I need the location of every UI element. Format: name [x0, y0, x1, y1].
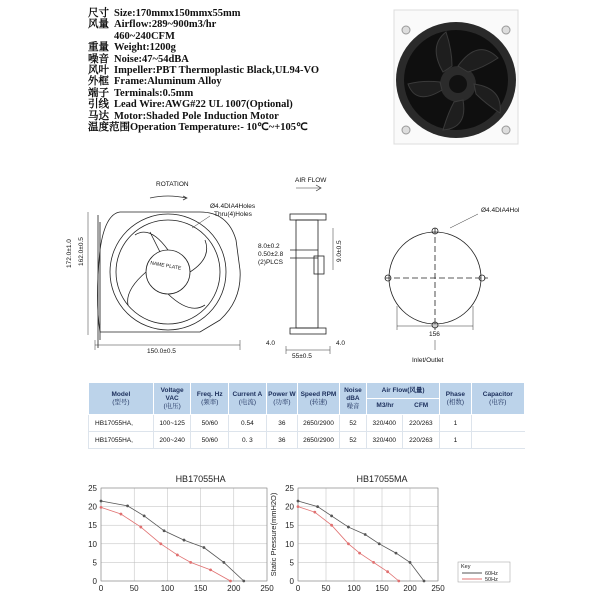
data-point: [372, 561, 375, 564]
chart-title: HB17055HA: [175, 474, 226, 484]
legend-item-label: 60Hz: [485, 571, 498, 577]
legend-title: Key: [461, 564, 471, 570]
spec-cn-label: 噪音: [88, 53, 109, 65]
data-point: [176, 554, 179, 557]
x-tick-label: 200: [227, 584, 241, 593]
data-point: [397, 580, 400, 583]
table-cell: 36: [266, 432, 297, 449]
data-point: [423, 580, 426, 583]
spec-text: Size:170mmx150mmx55mm: [114, 8, 241, 19]
dim-050-label: 0.50±2.8: [258, 251, 284, 258]
y-tick-label: 0: [92, 577, 97, 586]
data-point: [163, 529, 166, 532]
spec-cn-label: 端子: [88, 87, 109, 99]
holes-front-label-2: Thru(4)Holes: [214, 211, 252, 218]
spec-cn-label: 温度范围: [88, 122, 130, 134]
y-tick-label: 20: [285, 502, 294, 512]
table-cell: 1: [440, 415, 471, 432]
data-point: [316, 505, 319, 508]
spec-cn-label: 风叶: [88, 65, 109, 77]
table-body: [89, 415, 525, 449]
data-point: [100, 506, 103, 509]
data-point: [347, 526, 350, 529]
table-header-cell: Model (型号): [89, 383, 154, 415]
data-point: [358, 552, 361, 555]
table-cell: HB17055HA,: [89, 432, 154, 449]
data-point: [100, 500, 103, 503]
holes-front-label: Ø4.4DIA4Holes: [210, 203, 256, 210]
x-tick-label: 100: [347, 584, 361, 593]
dim-8-label: 8.0±0.2: [258, 243, 280, 250]
spec-text: Operation Temperature:- 10℃~+105℃: [130, 122, 308, 134]
holes-back-label: Ø4.4DIA4Hol: [481, 207, 520, 214]
data-point: [222, 561, 225, 564]
y-tick-label: 20: [88, 502, 97, 512]
x-tick-label: 0: [295, 584, 301, 593]
spec-continuation: 460~240CFM: [114, 30, 175, 42]
table-header-cell: Voltage VAC (电压): [153, 383, 191, 415]
inlet-outlet-label: Inlet/Outlet: [412, 357, 444, 364]
data-point: [313, 511, 316, 514]
series-line-60hz: [101, 501, 244, 581]
table-header-cell: Phase (相数): [440, 383, 471, 415]
table-cell: 0. 3: [229, 432, 267, 449]
y-tick-label: 15: [285, 521, 294, 531]
table-header-cell: Freq. Hz (频率): [191, 383, 229, 415]
performance-charts: [0, 465, 600, 600]
table-cell: 2650/2900: [298, 432, 340, 449]
data-point: [330, 524, 333, 527]
name-plate-label: NAME PLATE: [149, 260, 182, 272]
spec-text: Noise:47~54dBA: [114, 53, 189, 65]
table-cell: 220/263: [402, 432, 440, 449]
spec-text: Motor:Shaded Pole Induction Motor: [114, 110, 279, 122]
data-point: [139, 526, 142, 529]
table-cell: 36: [266, 415, 297, 432]
dim-172-label: 172.0±1.0: [66, 239, 73, 268]
data-point: [242, 580, 245, 583]
dim-9-label: 9.0±0.5: [336, 240, 343, 262]
dim-plcs-label: (2)PLCS: [258, 259, 283, 266]
table-cell: 320/400: [367, 432, 403, 449]
table-cell: [471, 415, 524, 432]
plot-frame: [298, 488, 438, 581]
dim-162-label: 162.0±0.5: [78, 237, 85, 266]
data-point: [189, 561, 192, 564]
x-tick-label: 200: [403, 584, 417, 593]
spec-cn-label: 马达: [88, 110, 109, 122]
data-point: [395, 552, 398, 555]
y-axis-label: Static Pressure(mmH2O): [269, 492, 278, 577]
dim-156-label: 156: [429, 331, 440, 338]
table-cell: 52: [339, 432, 366, 449]
dim-150-label: 150.0±0.5: [147, 348, 176, 355]
series-line-60hz: [298, 501, 424, 581]
legend-item-label: 50Hz: [485, 577, 498, 583]
table-header-cell: Capacitor (电容): [471, 383, 524, 415]
data-point: [347, 542, 350, 545]
table-cell: HB17055HA,: [89, 415, 154, 432]
table-cell: 50/60: [191, 415, 229, 432]
data-point: [297, 505, 300, 508]
spec-text: Lead Wire:AWG#22 UL 1007(Optional): [114, 99, 293, 111]
table-header-cell: Power W (功率): [266, 383, 297, 415]
x-tick-label: 150: [375, 584, 389, 593]
table-cell: [471, 432, 524, 449]
x-tick-label: 100: [160, 584, 175, 593]
spec-text: Frame:Aluminum Alloy: [114, 76, 222, 88]
spec-cn-label: 重量: [88, 42, 109, 54]
dim-4b-label: 4.0: [336, 340, 346, 347]
table-cell: 220/263: [402, 415, 440, 432]
data-point: [297, 500, 300, 503]
y-tick-label: 5: [289, 558, 294, 568]
y-tick-label: 15: [88, 521, 97, 531]
data-point: [203, 546, 206, 549]
data-point: [159, 542, 162, 545]
data-point: [126, 504, 129, 507]
y-tick-label: 10: [285, 539, 294, 549]
table-row: [89, 415, 525, 432]
airflow-label: AIR FLOW: [295, 177, 327, 184]
table-cell: 100~125: [153, 415, 191, 432]
table-cell: 52: [339, 415, 366, 432]
table-cell: 50/60: [191, 432, 229, 449]
data-point: [378, 542, 381, 545]
y-tick-label: 25: [285, 484, 294, 493]
data-point: [330, 515, 333, 518]
x-tick-label: 0: [98, 584, 104, 593]
spec-cn-label: 尺寸: [88, 8, 109, 19]
spec-cn-label: 引线: [88, 99, 109, 111]
data-point: [386, 570, 389, 573]
table-cell: 1: [440, 432, 471, 449]
data-point: [409, 561, 412, 564]
y-tick-label: 5: [92, 558, 97, 568]
spec-table: [88, 382, 525, 449]
table-header-cell: Current A (电流): [229, 383, 267, 415]
table-header-cell: Air Flow(风量) M3/hr CFM: [367, 383, 440, 415]
spec-text: Terminals:0.5mm: [114, 87, 194, 99]
y-tick-label: 10: [88, 539, 97, 549]
data-point: [209, 568, 212, 571]
x-tick-label: 250: [431, 584, 445, 593]
table-header-cell: Speed RPM (转速): [298, 383, 340, 415]
y-tick-label: 0: [289, 577, 294, 586]
y-tick-label: 25: [88, 484, 97, 493]
table-row: [89, 432, 525, 449]
rotation-label: ROTATION: [156, 181, 189, 188]
data-point: [229, 580, 232, 583]
spec-cn-label: 风量: [88, 19, 109, 31]
dim-55-label: 55±0.5: [292, 353, 312, 360]
data-point: [183, 539, 186, 542]
chart-title: HB17055MA: [356, 474, 408, 484]
data-point: [364, 533, 367, 536]
plot-frame: [101, 488, 267, 581]
table-cell: 0.54: [229, 415, 267, 432]
table-cell: 2650/2900: [298, 415, 340, 432]
spec-cn-label: 外框: [88, 76, 109, 88]
spec-text: Impeller:PBT Thermoplastic Black,UL94-VO: [114, 65, 320, 77]
table-header-cell: Noise dBA 噪音: [339, 383, 366, 415]
dim-4a-label: 4.0: [266, 340, 276, 347]
x-tick-label: 150: [193, 584, 208, 593]
spec-text: Weight:1200g: [114, 42, 176, 54]
table-header-row: [89, 383, 525, 415]
x-tick-label: 50: [321, 584, 331, 593]
x-tick-label: 250: [260, 584, 274, 593]
data-point: [120, 513, 123, 516]
x-tick-label: 50: [129, 584, 139, 593]
spec-text: Airflow:289~900m3/hr: [114, 19, 217, 31]
data-point: [143, 515, 146, 518]
table-cell: 200~240: [153, 432, 191, 449]
table-cell: 320/400: [367, 415, 403, 432]
